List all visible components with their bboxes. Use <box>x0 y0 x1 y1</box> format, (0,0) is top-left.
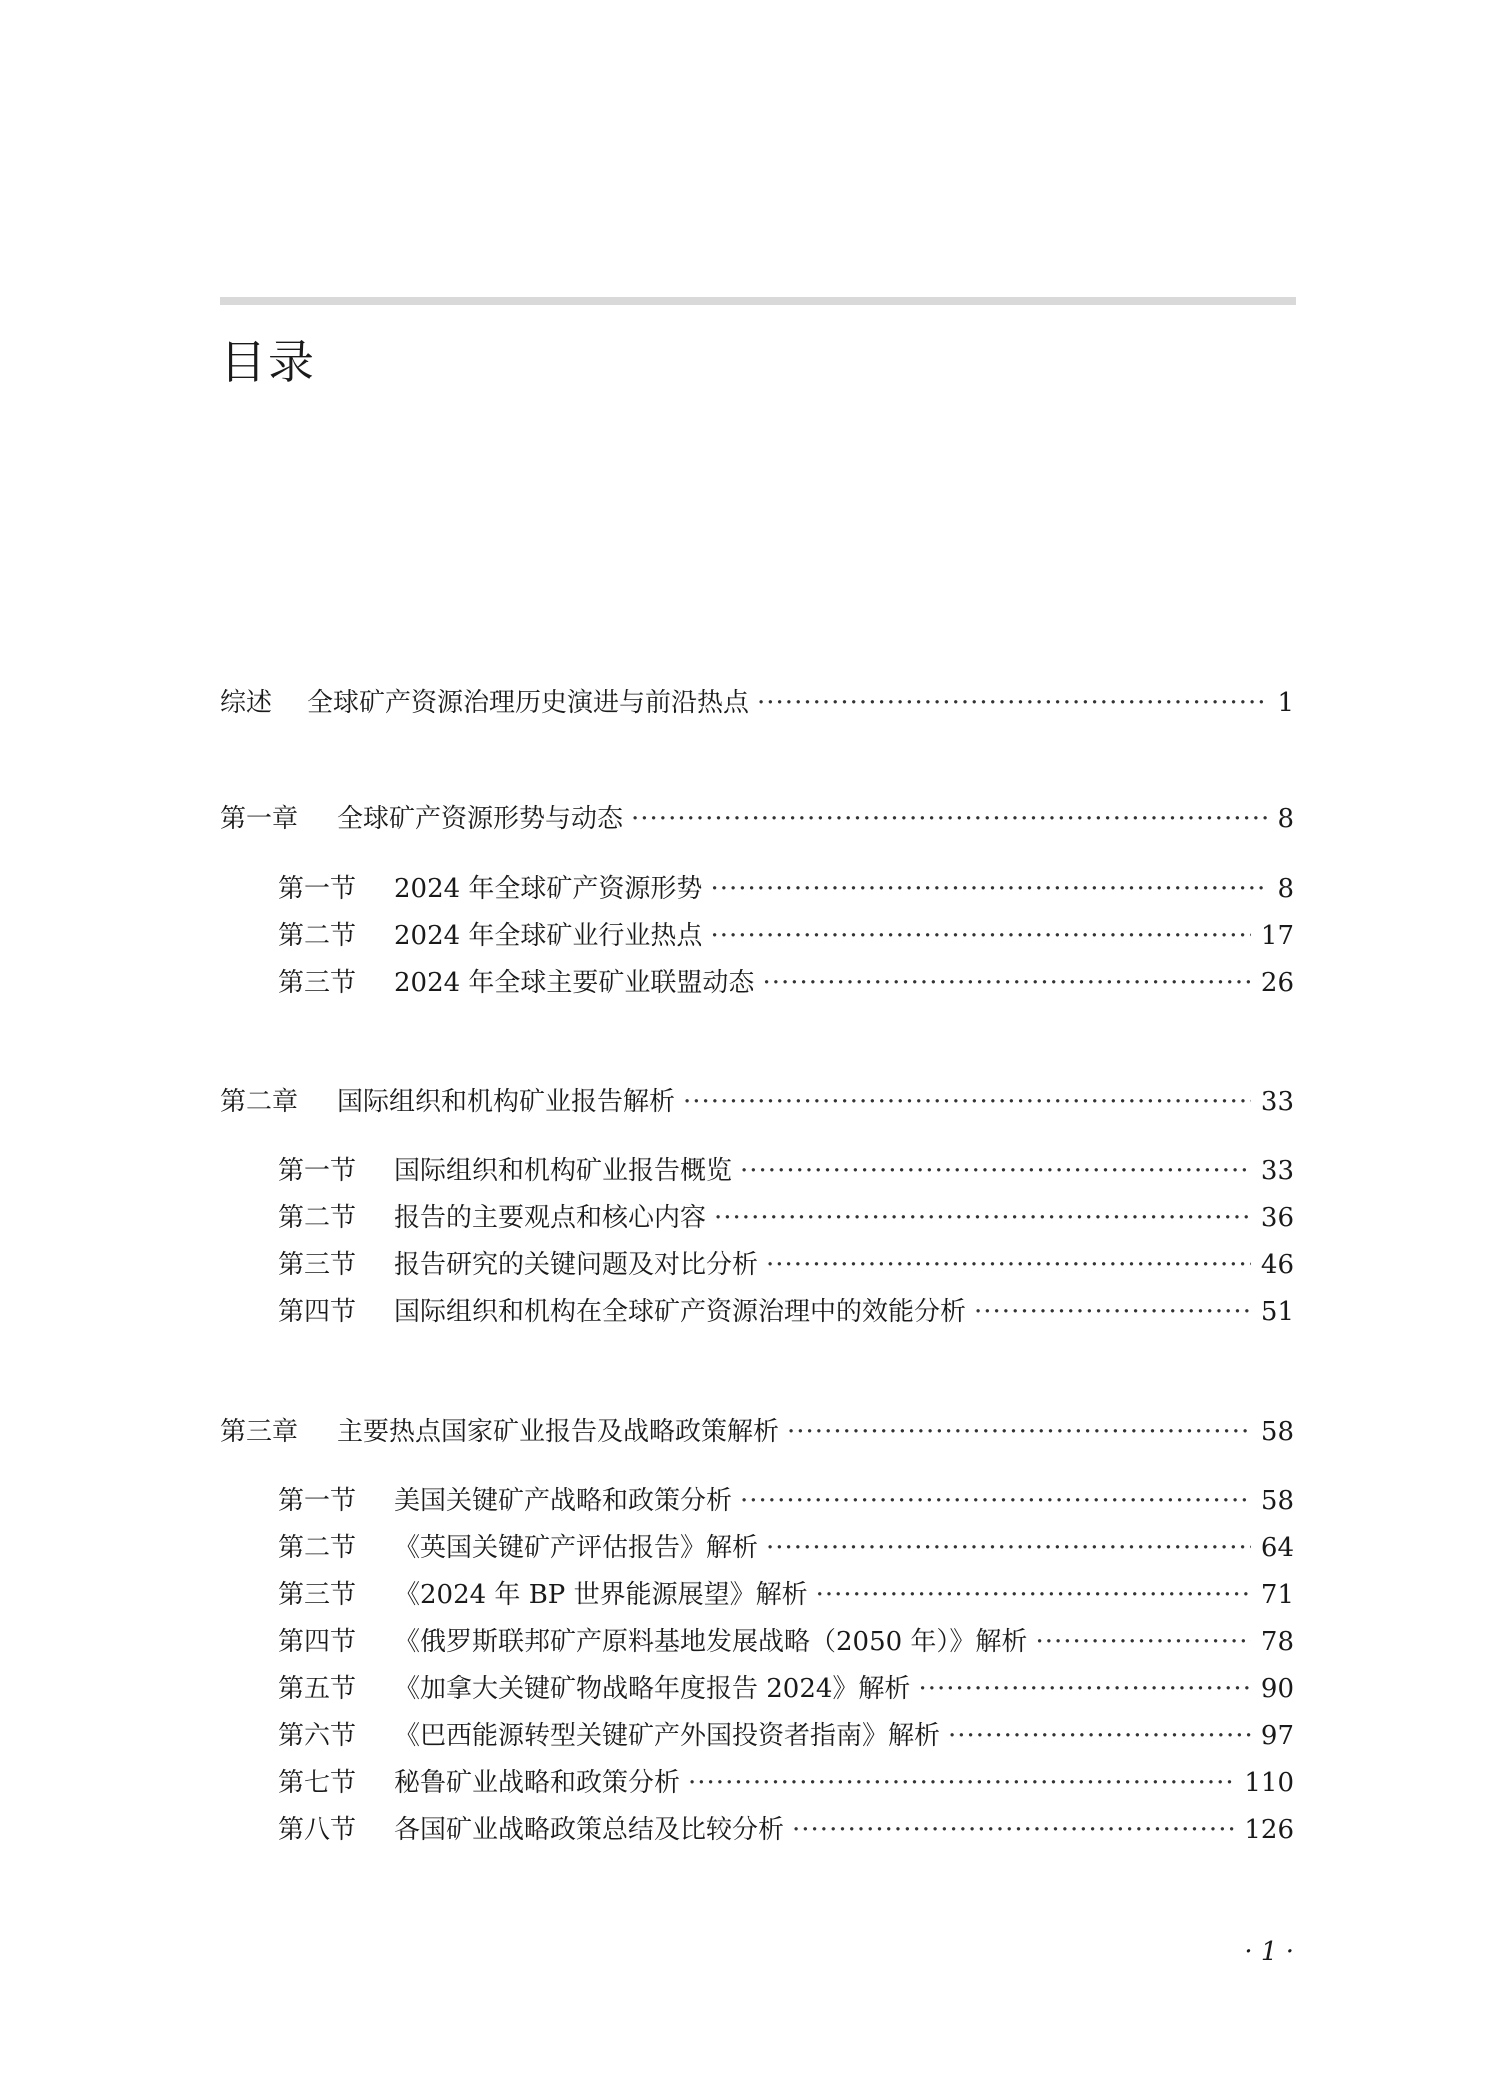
dot-leader <box>766 1528 1251 1568</box>
toc-entry-section[interactable] <box>278 1575 1294 1615</box>
entry-title: 国际组织和机构矿业报告解析 <box>337 1087 676 1117</box>
entry-label: 第八节 <box>278 1815 357 1845</box>
dot-leader <box>683 1082 1251 1122</box>
entry-title: 美国关键矿产战略和政策分析 <box>394 1486 733 1516</box>
entry-label: 第二节 <box>278 1533 357 1563</box>
dot-leader <box>740 1151 1251 1191</box>
dot-leader <box>816 1575 1251 1615</box>
entry-label: 第二节 <box>278 1203 357 1233</box>
entry-label: 第一节 <box>278 1486 357 1516</box>
entry-page: 126 <box>1244 1815 1294 1845</box>
toc-entry-chapter-2[interactable] <box>220 1082 1294 1122</box>
dot-leader <box>710 869 1267 909</box>
entry-label: 第六节 <box>278 1721 357 1751</box>
toc-entry-section[interactable] <box>278 1763 1294 1803</box>
dot-leader <box>787 1412 1251 1452</box>
toc-entry-section[interactable] <box>278 869 1294 909</box>
entry-page: 26 <box>1260 968 1294 998</box>
entry-label: 综述 <box>220 688 273 718</box>
entry-title: 全球矿产资源形势与动态 <box>337 804 624 834</box>
entry-label: 第五节 <box>278 1674 357 1704</box>
entry-page: 1 <box>1277 688 1294 718</box>
entry-page: 110 <box>1244 1768 1294 1798</box>
toc-entry-section[interactable] <box>278 1669 1294 1709</box>
entry-label: 第一章 <box>220 804 299 834</box>
entry-title: 秘鲁矿业战略和政策分析 <box>394 1768 681 1798</box>
entry-title: 《2024 年 BP 世界能源展望》解析 <box>394 1580 808 1610</box>
entry-title: 主要热点国家矿业报告及战略政策解析 <box>337 1417 780 1447</box>
page-number: · 1 · <box>1244 1937 1294 1967</box>
toc-entry-chapter-3[interactable] <box>220 1412 1294 1452</box>
entry-label: 第三节 <box>278 968 357 998</box>
toc-entry-section[interactable] <box>278 1198 1294 1238</box>
dot-leader <box>757 683 1267 723</box>
toc-entry-section[interactable] <box>278 1528 1294 1568</box>
toc-entry-section[interactable] <box>278 1245 1294 1285</box>
entry-label: 第一节 <box>278 1156 357 1186</box>
entry-page: 36 <box>1260 1203 1294 1233</box>
toc-entry-section[interactable] <box>278 1292 1294 1332</box>
entry-title: 《俄罗斯联邦矿产原料基地发展战略（2050 年）》解析 <box>394 1627 1028 1657</box>
dot-leader <box>631 799 1267 839</box>
entry-label: 第三节 <box>278 1250 357 1280</box>
entry-title: 《英国关键矿产评估报告》解析 <box>394 1533 759 1563</box>
entry-label: 第二章 <box>220 1087 299 1117</box>
entry-title: 2024 年全球矿产资源形势 <box>394 874 703 904</box>
entry-page: 90 <box>1260 1674 1294 1704</box>
toc-entry-chapter-1[interactable] <box>220 799 1294 839</box>
dot-leader <box>766 1245 1251 1285</box>
entry-title: 国际组织和机构矿业报告概览 <box>394 1156 733 1186</box>
entry-title: 2024 年全球矿业行业热点 <box>394 921 703 951</box>
dot-leader <box>948 1716 1251 1756</box>
entry-page: 51 <box>1260 1297 1294 1327</box>
entry-label: 第二节 <box>278 921 357 951</box>
toc-entry-overview[interactable] <box>220 683 1294 723</box>
entry-title: 《加拿大关键矿物战略年度报告 2024》解析 <box>394 1674 911 1704</box>
dot-leader <box>792 1810 1234 1850</box>
entry-label: 第七节 <box>278 1768 357 1798</box>
dot-leader <box>740 1481 1251 1521</box>
top-rule <box>220 297 1296 305</box>
dot-leader <box>710 916 1250 956</box>
dot-leader <box>688 1763 1234 1803</box>
entry-page: 58 <box>1260 1417 1294 1447</box>
entry-page: 33 <box>1260 1087 1294 1117</box>
entry-label: 第三节 <box>278 1580 357 1610</box>
entry-page: 71 <box>1260 1580 1294 1610</box>
dot-leader <box>974 1292 1251 1332</box>
entry-title: 《巴西能源转型关键矿产外国投资者指南》解析 <box>394 1721 941 1751</box>
page-title: 目录 <box>220 335 316 389</box>
entry-title: 全球矿产资源治理历史演进与前沿热点 <box>307 688 750 718</box>
toc-entry-section[interactable] <box>278 1481 1294 1521</box>
entry-title: 报告的主要观点和核心内容 <box>394 1203 707 1233</box>
dot-leader <box>918 1669 1250 1709</box>
entry-page: 64 <box>1260 1533 1294 1563</box>
entry-page: 46 <box>1260 1250 1294 1280</box>
entry-page: 33 <box>1260 1156 1294 1186</box>
entry-page: 17 <box>1260 921 1294 951</box>
entry-title: 报告研究的关键问题及对比分析 <box>394 1250 759 1280</box>
entry-page: 8 <box>1277 874 1294 904</box>
entry-page: 58 <box>1260 1486 1294 1516</box>
dot-leader <box>1035 1622 1250 1662</box>
entry-page: 8 <box>1277 804 1294 834</box>
toc-entry-section[interactable] <box>278 1716 1294 1756</box>
toc-entry-section[interactable] <box>278 1810 1294 1850</box>
entry-label: 第四节 <box>278 1627 357 1657</box>
toc-entry-section[interactable] <box>278 1151 1294 1191</box>
dot-leader <box>714 1198 1251 1238</box>
toc-entry-section[interactable] <box>278 916 1294 956</box>
entry-title: 2024 年全球主要矿业联盟动态 <box>394 968 755 998</box>
entry-label: 第三章 <box>220 1417 299 1447</box>
toc-entry-section[interactable] <box>278 1622 1294 1662</box>
entry-title: 国际组织和机构在全球矿产资源治理中的效能分析 <box>394 1297 967 1327</box>
entry-label: 第一节 <box>278 874 357 904</box>
entry-title: 各国矿业战略政策总结及比较分析 <box>394 1815 785 1845</box>
entry-page: 97 <box>1260 1721 1294 1751</box>
entry-label: 第四节 <box>278 1297 357 1327</box>
entry-page: 78 <box>1260 1627 1294 1657</box>
dot-leader <box>762 963 1250 1003</box>
toc-entry-section[interactable] <box>278 963 1294 1003</box>
